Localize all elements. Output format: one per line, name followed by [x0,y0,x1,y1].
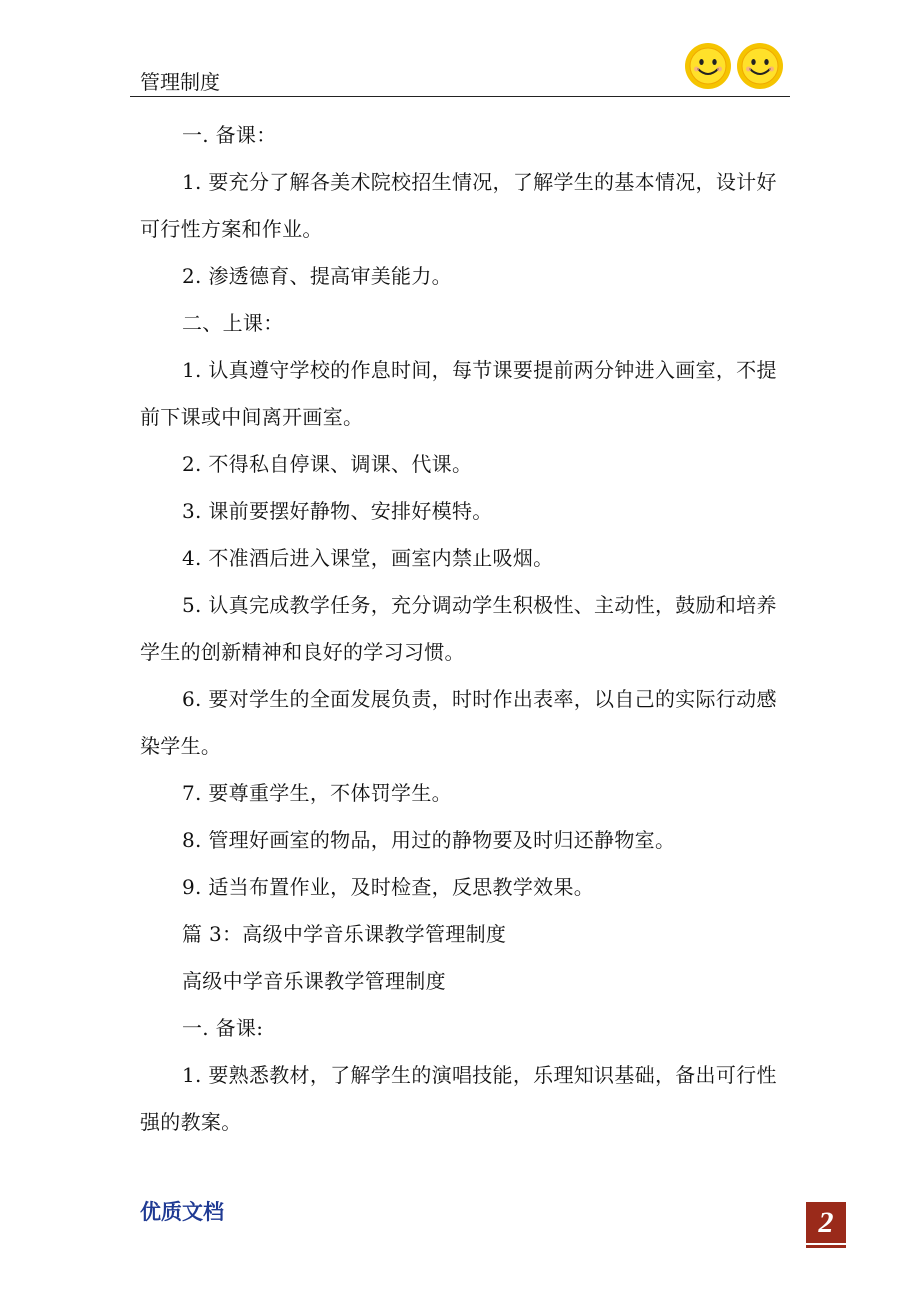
paragraph: 一. 备课： [182,123,277,147]
paragraph: 二、上课： [182,311,284,335]
paragraph: 2. 不得私自停课、调课、代课。 [182,452,473,476]
paragraph: 6. 要对学生的全面发展负责，时时作出表率，以自己的实际行动感染学生。 [140,687,777,758]
paragraph: 3. 课前要摆好静物、安排好模特。 [182,499,493,523]
smiley-face-icon [684,42,732,90]
section-title: 高级中学音乐课教学管理制度 [182,969,446,993]
paragraph: 7. 要尊重学生，不体罚学生。 [182,781,452,805]
paragraph: 8. 管理好画室的物品，用过的静物要及时归还静物室。 [182,828,676,852]
paragraph: 4. 不准酒后进入课堂，画室内禁止吸烟。 [182,546,554,570]
section-heading: 篇 3：高级中学音乐课教学管理制度 [182,922,507,946]
smiley-face-icon [736,42,784,90]
header-title: 管理制度 [140,70,220,94]
paragraph: 2. 渗透德育、提高审美能力。 [182,264,452,288]
paragraph: 9. 适当布置作业，及时检查，反思教学效果。 [182,875,595,899]
footer-label: 优质文档 [140,1199,224,1224]
header-divider [130,96,790,97]
paragraph: 1. 认真遵守学校的作息时间，每节课要提前两分钟进入画室，不提前下课或中间离开画室。 [140,358,777,429]
paragraph: 1. 要充分了解各美术院校招生情况，了解学生的基本情况，设计好可行性方案和作业。 [140,170,777,241]
document-body [140,112,785,1146]
paragraph: 5. 认真完成教学任务，充分调动学生积极性、主动性，鼓励和培养学生的创新精神和良好的学习习惯。 [140,593,777,664]
paragraph: 1. 要熟悉教材，了解学生的演唱技能，乐理知识基础，备出可行性强的教案。 [140,1063,777,1134]
page-number: 2 [806,1202,846,1248]
paragraph: 一. 备课: [182,1016,264,1040]
